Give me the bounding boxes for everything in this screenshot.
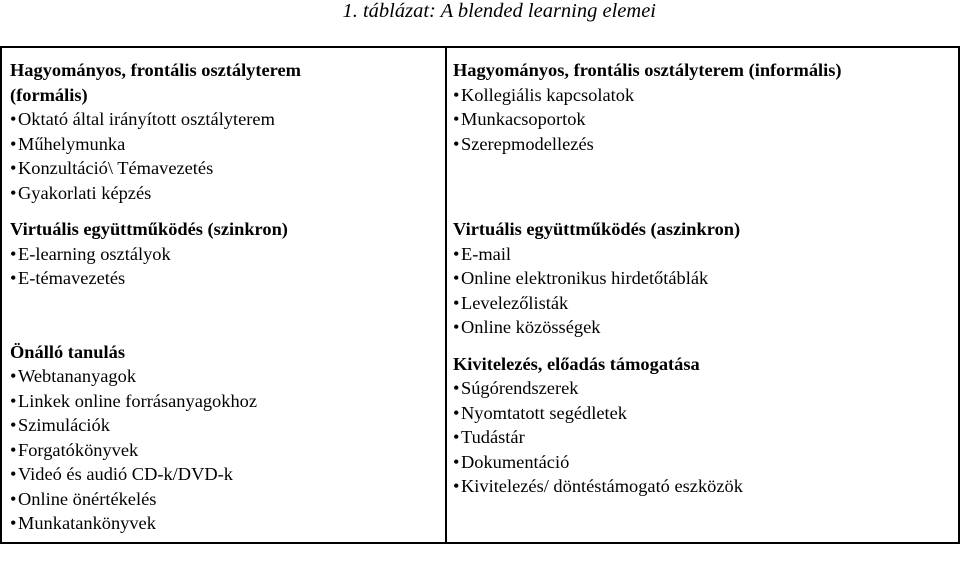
bullet-icon: • [10, 488, 17, 509]
bullet-icon: • [453, 476, 460, 496]
bullet-icon: • [10, 133, 17, 154]
block-list [453, 242, 958, 340]
block-heading: Hagyományos, frontális osztályterem (formális) [10, 60, 301, 105]
list-item: •Szerepmodellezés [453, 132, 958, 157]
bullet-icon: • [453, 317, 460, 337]
block-list [453, 376, 958, 499]
list-item: •Webtananyagok [10, 364, 445, 389]
list-item: •Kollegiális kapcsolatok [453, 83, 958, 108]
list-item: •Online elektronikus hirdetőtáblák [453, 266, 958, 291]
bullet-icon: • [10, 439, 17, 460]
block-heading: Kivitelezés, előadás támogatása [453, 353, 700, 374]
bullet-icon: • [453, 378, 460, 398]
left-column-cell [1, 47, 446, 543]
list-item: •Gyakorlati képzés [10, 181, 445, 206]
list-item: •Konzultáció\ Témavezetés [10, 156, 445, 181]
bullet-icon: • [10, 109, 17, 129]
block-heading: Hagyományos, frontális osztályterem (informális) [453, 60, 842, 80]
bullet-icon: • [10, 415, 17, 435]
block-heading: Virtuális együttműködés (szinkron) [10, 219, 288, 239]
bullet-icon: • [10, 158, 17, 178]
bullet-icon: • [10, 390, 17, 411]
blended-learning-table [0, 46, 960, 544]
table-caption: 1. táblázat: A blended learning elemei [342, 0, 656, 22]
bullet-icon: • [453, 268, 460, 288]
left-block-virtual-sync [10, 217, 445, 291]
list-item: •Forgatókönyvek [10, 438, 445, 463]
bullet-icon: • [453, 451, 460, 472]
list-item: •Nyomtatott segédletek [453, 401, 958, 426]
bullet-icon: • [10, 366, 17, 386]
list-item: •Linkek online forrásanyagokhoz [10, 389, 445, 414]
bullet-icon: • [453, 427, 460, 447]
bullet-icon: • [10, 268, 17, 288]
bullet-icon: • [453, 133, 460, 154]
block-list [10, 364, 445, 536]
right-block-virtual-async [453, 217, 958, 340]
list-item: •Videó és audió CD-k/DVD-k [10, 462, 445, 487]
bullet-icon: • [453, 292, 460, 313]
block-heading: Önálló tanulás [10, 341, 125, 362]
list-item: •Online közösségek [453, 315, 958, 340]
bullet-icon: • [10, 513, 17, 533]
list-item: •Munkatankönyvek [10, 511, 445, 536]
right-block-traditional-informal [453, 58, 958, 156]
list-item: •Online önértékelés [10, 487, 445, 512]
block-list [453, 83, 958, 157]
list-item: •E-mail [453, 242, 958, 267]
list-item: •E-learning osztályok [10, 242, 445, 267]
list-item: •Szimulációk [10, 413, 445, 438]
list-item: •E-témavezetés [10, 266, 445, 291]
list-item: •Kivitelezés/ döntéstámogató eszközök [453, 474, 958, 499]
bullet-icon: • [10, 243, 17, 264]
list-item: •Munkacsoportok [453, 107, 958, 132]
bullet-icon: • [10, 464, 17, 484]
list-item: •Oktató által irányított osztályterem [10, 107, 445, 132]
list-item: •Súgórendszerek [453, 376, 958, 401]
block-heading: Virtuális együttműködés (aszinkron) [453, 219, 741, 239]
list-item: •Levelezőlisták [453, 291, 958, 316]
bullet-icon: • [453, 84, 460, 105]
left-block-self-study [10, 340, 445, 536]
bullet-icon: • [453, 402, 460, 423]
bullet-icon: • [453, 109, 460, 129]
bullet-icon: • [453, 243, 460, 264]
list-item: •Műhelymunka [10, 132, 445, 157]
right-block-performance-support [453, 352, 958, 499]
list-item: •Tudástár [453, 425, 958, 450]
block-list [10, 107, 445, 205]
block-list [10, 242, 445, 291]
left-block-traditional-formal [10, 58, 445, 205]
bullet-icon: • [10, 182, 17, 203]
list-item: •Dokumentáció [453, 450, 958, 475]
right-column-cell [446, 47, 959, 543]
